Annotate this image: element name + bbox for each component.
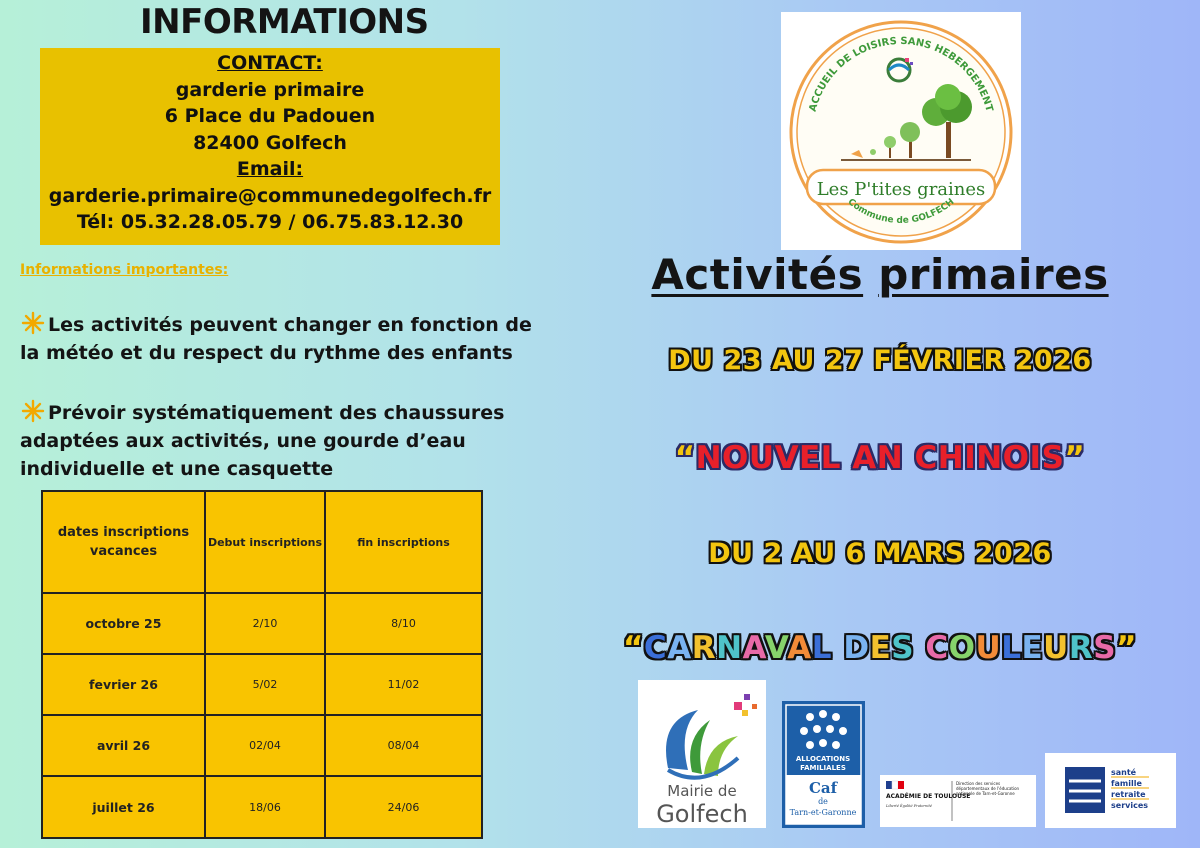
- row-period: fevrier 26: [42, 654, 205, 715]
- theme-1-text: NOUVEL AN CHINOIS: [695, 440, 1065, 476]
- quote-open: “: [623, 630, 644, 666]
- main-title: [640, 250, 1120, 299]
- logo-arc-text: ACCUEIL DE LOISIRS SANS HEBERGEMENT: [807, 35, 995, 113]
- caf-logo: [782, 701, 865, 828]
- msa-word: santé: [1111, 768, 1137, 777]
- registration-table: [41, 490, 483, 839]
- row-end: 8/10: [325, 593, 482, 654]
- contact-phone: Tél: 05.32.28.05.79 / 06.75.83.12.30: [76, 211, 464, 233]
- caf-line2: FAMILIALES: [800, 764, 846, 772]
- header-end: fin inscriptions: [325, 491, 482, 593]
- row-end: 24/06: [325, 776, 482, 838]
- quote-close: ”: [1116, 630, 1137, 666]
- bullet-weather: Les activités peuvent changer en fonction de la météo et du respect du rythme des enfants: [20, 311, 540, 367]
- table-row: [42, 593, 482, 654]
- row-period: avril 26: [42, 715, 205, 776]
- theme-word: CARNAVAL: [643, 630, 833, 666]
- bullet-equipment: Prévoir systématiquement des chaussures adaptées aux activités, une gourde d’eau individuelle et une casquette: [20, 399, 540, 483]
- logo-name: Les P'tites graines: [816, 179, 986, 200]
- caf-region: Tarn-et-Garonne: [789, 808, 857, 817]
- msa-logo: [1045, 753, 1176, 828]
- caf-line1: ALLOCATIONS: [795, 755, 851, 763]
- mairie-line2: Golfech: [656, 800, 748, 828]
- informations-title: INFORMATIONS: [140, 2, 429, 42]
- row-start: 18/06: [205, 776, 325, 838]
- theme-carnaval: [590, 630, 1170, 666]
- title-primaires: primaires: [878, 250, 1109, 299]
- table-row: [42, 654, 482, 715]
- header-dates: dates inscriptions vacances: [42, 491, 205, 593]
- row-period: octobre 25: [42, 593, 205, 654]
- contact-name: garderie primaire: [175, 78, 365, 101]
- theme-word: COULEURS: [925, 630, 1117, 666]
- contact-heading: CONTACT:: [217, 52, 323, 74]
- msa-word: retraite: [1111, 790, 1146, 799]
- theme-word: DES: [843, 630, 915, 666]
- caf-de: de: [818, 797, 828, 806]
- row-period: juillet 26: [42, 776, 205, 838]
- ptites-graines-logo: [781, 12, 1021, 250]
- title-activites: Activités: [651, 250, 864, 299]
- contact-city: 82400 Golfech: [193, 131, 347, 154]
- caf-name: Caf: [808, 779, 838, 797]
- academie-motto: Liberté Égalité Fraternité: [886, 804, 932, 808]
- email-link[interactable]: garderie.primaire@communedegolfech.fr: [48, 184, 492, 207]
- family-icon: [800, 710, 847, 749]
- period-march: DU 2 AU 6 MARS 2026: [708, 538, 1052, 569]
- row-start: 02/04: [205, 715, 325, 776]
- header-start: Debut inscriptions: [205, 491, 325, 593]
- contact-street: 6 Place du Padouen: [164, 105, 376, 127]
- theme-chinese-new-year: “NOUVEL AN CHINOIS”: [674, 440, 1086, 476]
- table-row: [42, 715, 482, 776]
- mairie-line1: Mairie de: [667, 782, 737, 800]
- msa-word: services: [1111, 801, 1149, 810]
- table-row: [42, 776, 482, 838]
- row-end: 11/02: [325, 654, 482, 715]
- academie-direction: Direction des services départementaux de l'éducation nationale de Tarn-et-Garonne: [956, 781, 1020, 796]
- msa-word: famille: [1111, 779, 1142, 788]
- row-start: 5/02: [205, 654, 325, 715]
- sun-icon: [20, 311, 46, 335]
- mairie-golfech-logo: [638, 680, 766, 828]
- contact-box: [40, 48, 500, 245]
- period-february: DU 23 AU 27 FÉVRIER 2026: [668, 345, 1092, 376]
- logo-commune: Commune de GOLFECH: [845, 197, 957, 226]
- row-start: 2/10: [205, 593, 325, 654]
- important-info-heading: Informations importantes:: [20, 262, 229, 278]
- academie-toulouse-logo: [880, 775, 1036, 827]
- academie-name: ACADÉMIE DE TOULOUSE: [886, 793, 971, 800]
- table-header-row: [42, 491, 482, 593]
- row-end: 08/04: [325, 715, 482, 776]
- sun-icon: [20, 399, 46, 423]
- email-label: Email:: [236, 158, 304, 180]
